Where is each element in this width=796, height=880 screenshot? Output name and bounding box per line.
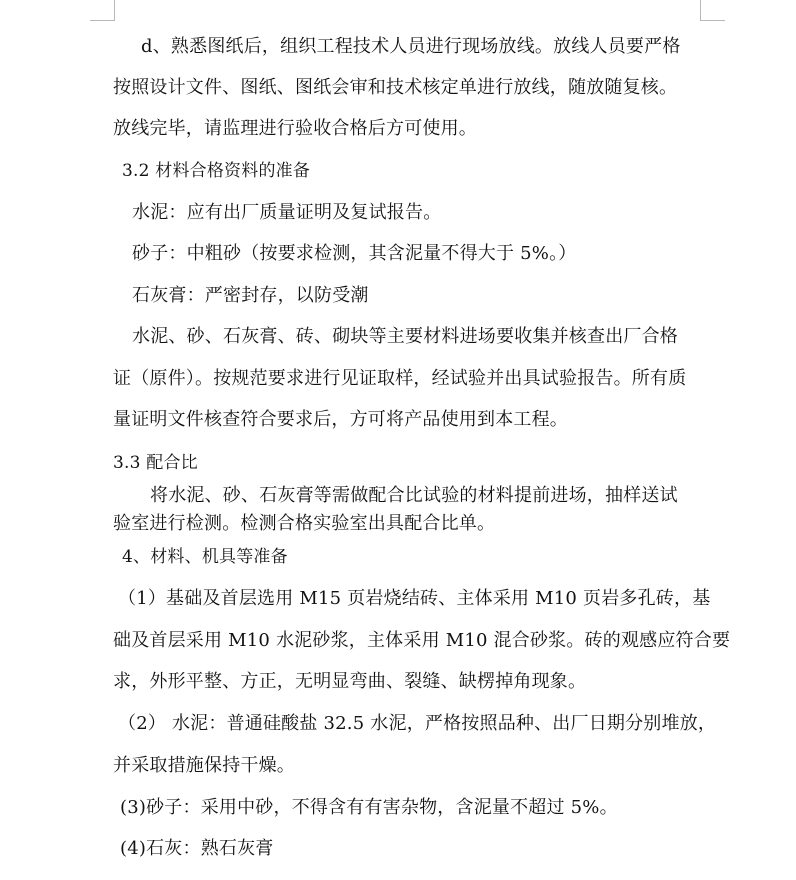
sand-requirement-line: 砂子：中粗砂（按要求检测，其含泥量不得大于 5%。） [132, 243, 577, 264]
mix-ratio-line-2: 验室进行检测。检测合格实验室出具配合比单。 [113, 513, 496, 534]
top-left-margin-mark [90, 0, 115, 21]
lime-requirement-line: 石灰膏：严密封存，以防受潮 [132, 285, 369, 306]
materials-paragraph-line-1: 水泥、砂、石灰膏、砖、砌块等主要材料进场要收集并核查出厂合格 [132, 326, 678, 347]
cement-requirement-line: 水泥：应有出厂质量证明及复试报告。 [132, 202, 442, 223]
item-2-line-1: （2） 水泥：普通硅酸盐 32.5 水泥，严格按照品种、出厂日期分别堆放， [118, 713, 717, 734]
item-1-line-1: （1）基础及首层选用 M15 页岩烧结砖、主体采用 M10 页岩多孔砖，基 [118, 588, 711, 609]
materials-paragraph-line-2: 证（原件）。按规范要求进行见证取样，经试验并出具试验报告。所有质 [113, 368, 687, 389]
paragraph-line-3: 放线完毕，请监理进行验收合格后方可使用。 [113, 118, 477, 139]
item-1-line-3: 求，外形平整、方正，无明显弯曲、裂缝、缺楞掉角现象。 [113, 671, 587, 692]
item-1-line-2: 础及首层采用 M10 水泥砂浆，主体采用 M10 混合砂浆。砖的观感应符合要 [113, 630, 731, 651]
section-heading-3-3: 3.3 配合比 [113, 453, 198, 473]
materials-paragraph-line-3: 量证明文件核查符合要求后，方可将产品使用到本工程。 [113, 409, 568, 430]
mix-ratio-line-1: 将水泥、砂、石灰膏等需做配合比试验的材料提前进场，抽样送试 [150, 485, 678, 506]
top-right-margin-mark [700, 0, 725, 21]
item-4-line: (4)石灰：熟石灰膏 [120, 838, 274, 859]
item-2-line-2: 并采取措施保持干燥。 [113, 755, 295, 776]
item-3-line: (3)砂子：采用中砂，不得含有有害杂物，含泥量不超过 5%。 [120, 797, 618, 818]
section-heading-3-2: 3.2 材料合格资料的准备 [122, 161, 311, 181]
paragraph-line-1: d、熟悉图纸后，组织工程技术人员进行现场放线。放线人员要严格 [141, 36, 681, 57]
paragraph-line-2: 按照设计文件、图纸、图纸会审和技术核定单进行放线，随放随复核。 [113, 77, 678, 98]
section-heading-4: 4、材料、机具等准备 [122, 547, 288, 567]
